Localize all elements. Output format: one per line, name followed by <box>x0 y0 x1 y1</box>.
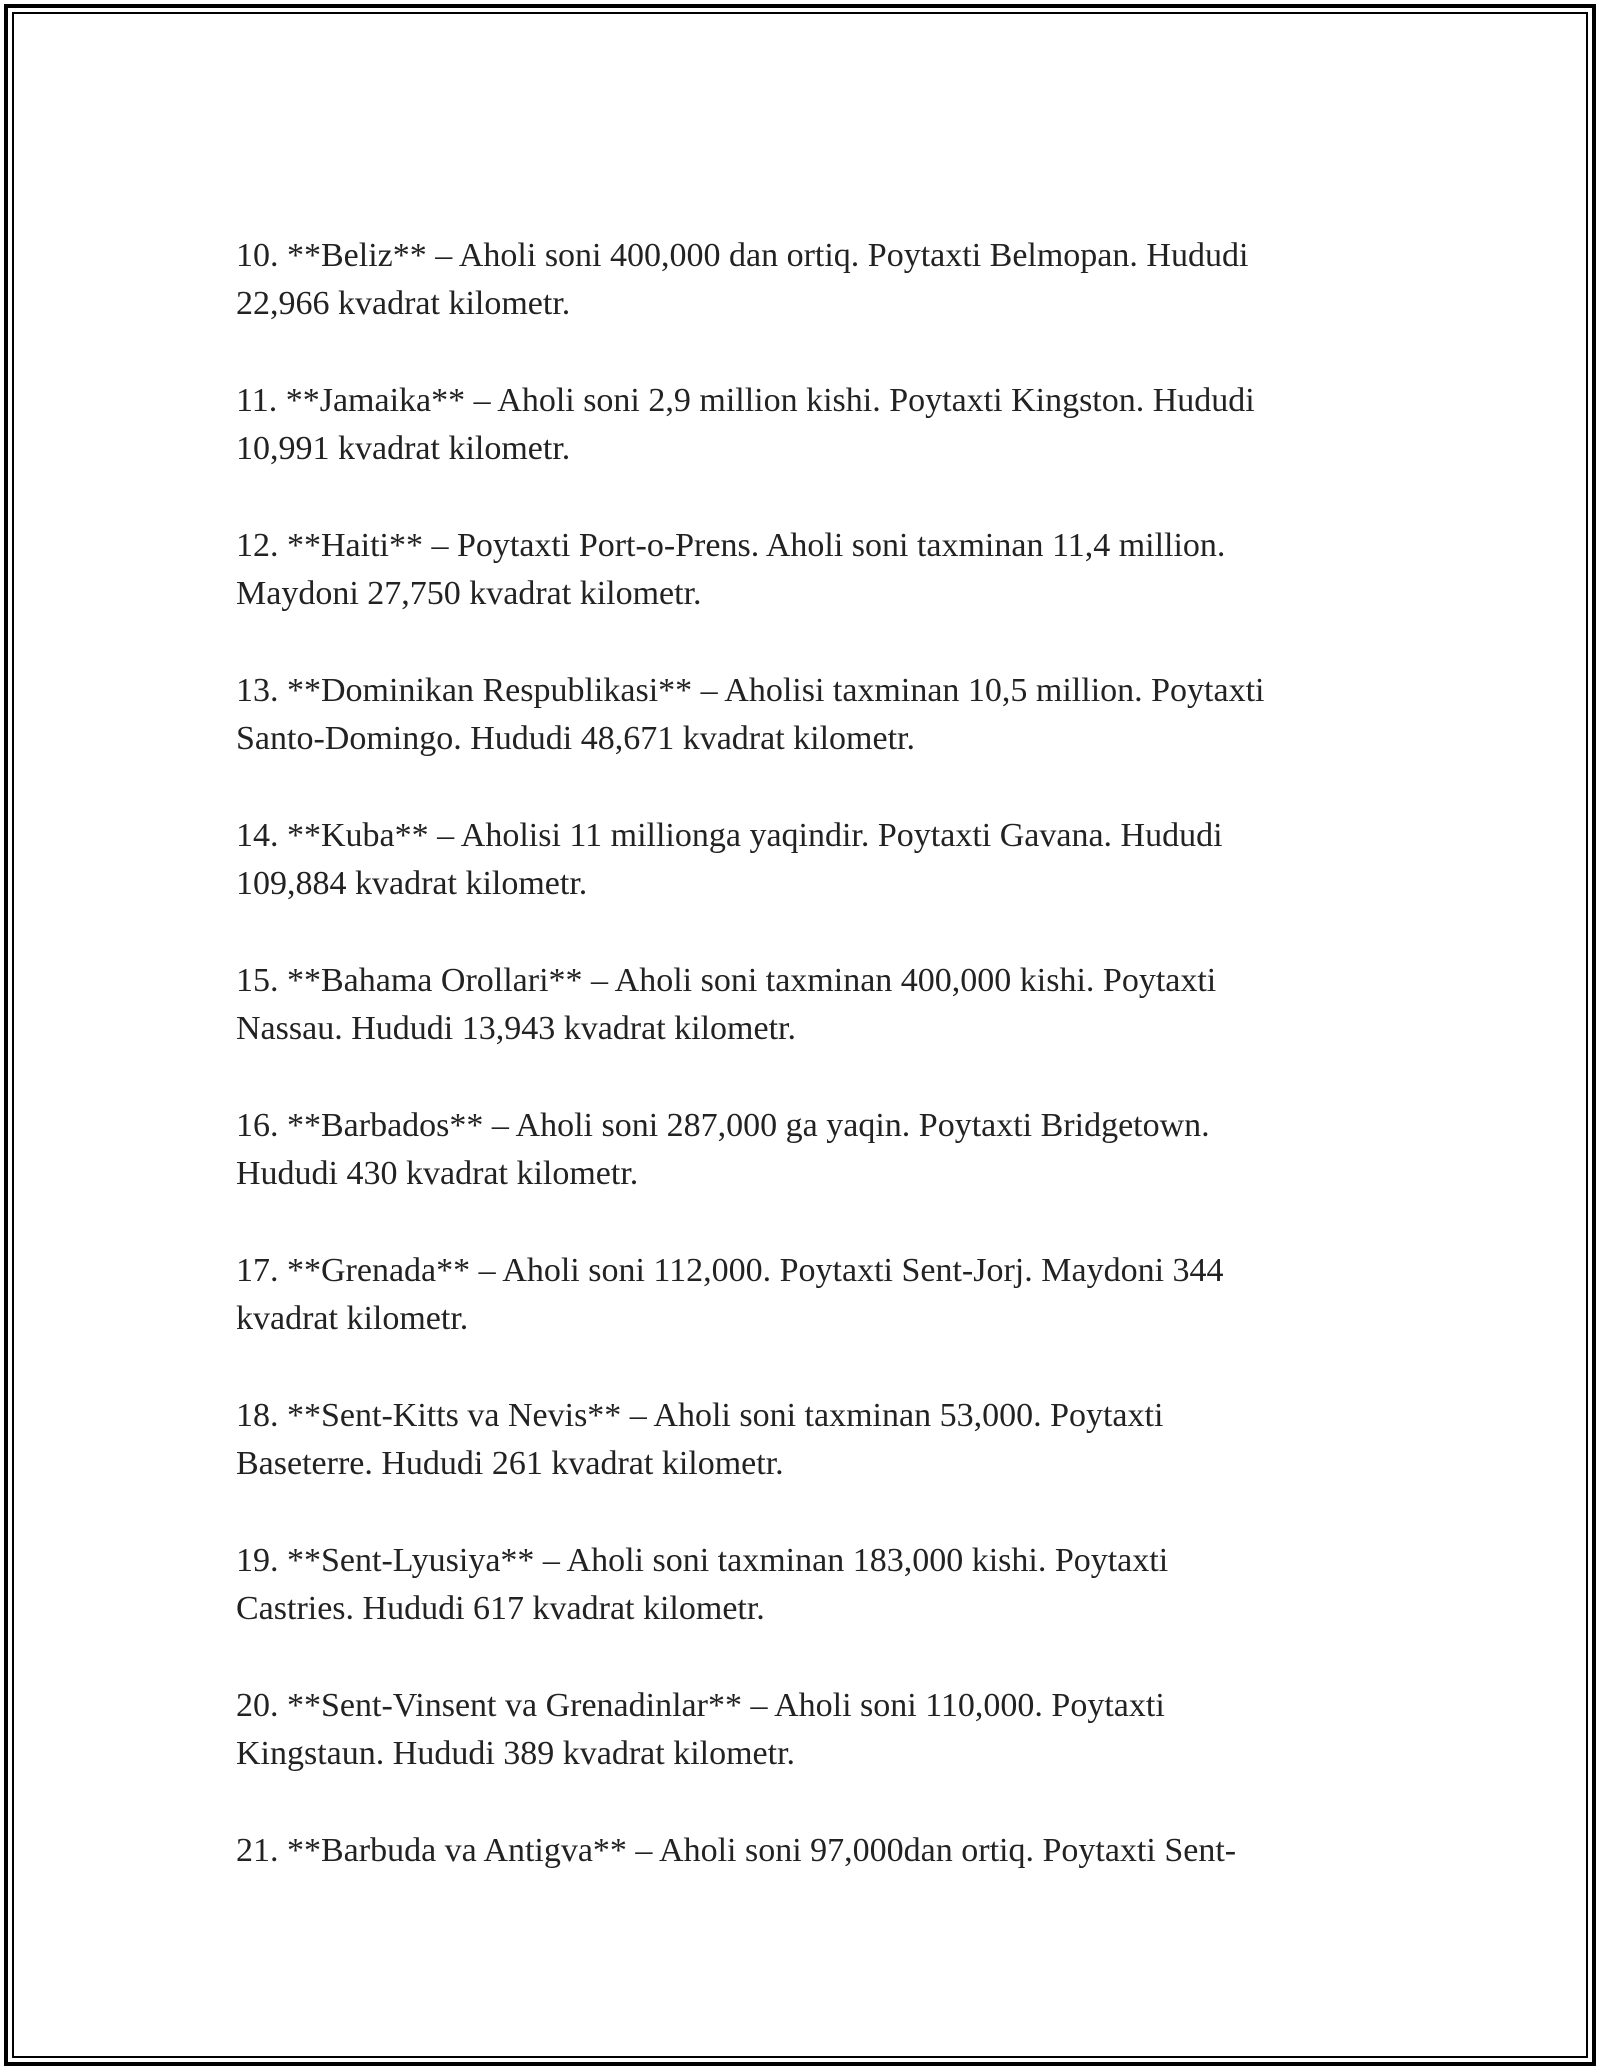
list-item-line: 22,966 kvadrat kilometr. <box>236 285 571 322</box>
list-item-line: 12. **Haiti** – Poytaxti Port-o-Prens. Aholi soni taxminan 11,4 million. <box>236 527 1226 564</box>
list-item-line: 21. **Barbuda va Antigva** – Aholi soni 97,000dan ortiq. Poytaxti Sent- <box>236 1832 1237 1869</box>
list-item-line: Santo-Domingo. Hududi 48,671 kvadrat kilometr. <box>236 720 915 757</box>
list-item-line: 19. **Sent-Lyusiya** – Aholi soni taxminan 183,000 kishi. Poytaxti <box>236 1542 1169 1579</box>
list-item-line: Castries. Hududi 617 kvadrat kilometr. <box>236 1590 765 1627</box>
list-item <box>236 1827 1356 1875</box>
list-item <box>236 1537 1356 1633</box>
list-item <box>236 1392 1356 1488</box>
list-item-line: 20. **Sent-Vinsent va Grenadinlar** – Aholi soni 110,000. Poytaxti <box>236 1687 1165 1724</box>
list-item-line: 109,884 kvadrat kilometr. <box>236 865 588 902</box>
list-item-line: 13. **Dominikan Respublikasi** – Aholisi taxminan 10,5 million. Poytaxti <box>236 672 1265 709</box>
list-item-line: kvadrat kilometr. <box>236 1300 469 1337</box>
list-item-line: 14. **Kuba** – Aholisi 11 millionga yaqindir. Poytaxti Gavana. Hududi <box>236 817 1223 854</box>
list-item-line: 10. **Beliz** – Aholi soni 400,000 dan ortiq. Poytaxti Belmopan. Hududi <box>236 237 1249 274</box>
list-item-line: 15. **Bahama Orollari** – Aholi soni taxminan 400,000 kishi. Poytaxti <box>236 962 1217 999</box>
list-item-line: 16. **Barbados** – Aholi soni 287,000 ga yaqin. Poytaxti Bridgetown. <box>236 1107 1210 1144</box>
document-body <box>236 232 1356 1924</box>
list-item <box>236 377 1356 473</box>
list-item <box>236 957 1356 1053</box>
list-item-line: Kingstaun. Hududi 389 kvadrat kilometr. <box>236 1735 796 1772</box>
list-item-line: Hududi 430 kvadrat kilometr. <box>236 1155 639 1192</box>
list-item-line: 18. **Sent-Kitts va Nevis** – Aholi soni taxminan 53,000. Poytaxti <box>236 1397 1164 1434</box>
list-item-line: 11. **Jamaika** – Aholi soni 2,9 million kishi. Poytaxti Kingston. Hududi <box>236 382 1255 419</box>
list-item-line: Maydoni 27,750 kvadrat kilometr. <box>236 575 702 612</box>
list-item-line: 10,991 kvadrat kilometr. <box>236 430 571 467</box>
list-item-line: 17. **Grenada** – Aholi soni 112,000. Poytaxti Sent-Jorj. Maydoni 344 <box>236 1252 1224 1289</box>
list-item-line: Baseterre. Hududi 261 kvadrat kilometr. <box>236 1445 784 1482</box>
list-item <box>236 1102 1356 1198</box>
list-item <box>236 1247 1356 1343</box>
list-item <box>236 232 1356 328</box>
list-item <box>236 812 1356 908</box>
list-item <box>236 667 1356 763</box>
list-item-line: Nassau. Hududi 13,943 kvadrat kilometr. <box>236 1010 796 1047</box>
list-item <box>236 1682 1356 1778</box>
list-item <box>236 522 1356 618</box>
